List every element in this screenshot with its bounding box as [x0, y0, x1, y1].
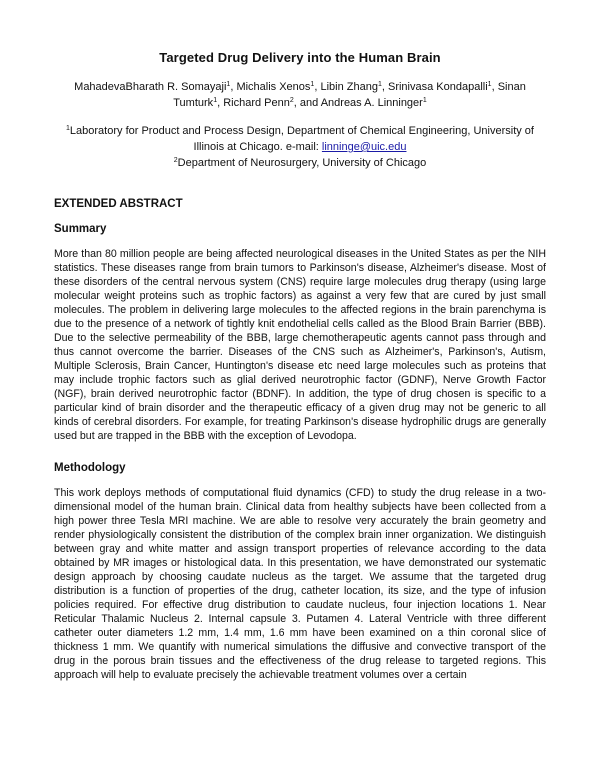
affiliations [54, 123, 546, 171]
author-name: Tumturk [173, 97, 214, 109]
author-list [54, 79, 546, 111]
affiliation-marker: 1 [213, 97, 218, 104]
extended-abstract-heading: EXTENDED ABSTRACT [54, 198, 183, 210]
affiliation-2-marker: 2 [173, 157, 178, 164]
summary-paragraph: More than 80 million people are being affected neurological diseases in the United States as per the NIH statistics. These diseases range from brain tumors to Parkinson's disease, Alzheimer's disease. Most of these disorders of the central nervous system (CNS) require large molecules drug therapy (using large molecular weight proteins such as trophic factors) as against a very few that are cured by just small molecules. The problem in delivering large molecules to the affected regions in the brain parenchyma is due to the presence of a network of tightly knit endothelial cells called as the Blood Brain Barrier (BBB). Due to the selective permeability of the BBB, large chemotherapeutic agents cannot pass through and thus cannot overcome the barrier. Diseases of the CNS such as Alzheimer's, Parkinson's, Autism, Multiple Sclerosis, Brain Cancer, Huntington's disease etc need large molecules such as proteins that may include trophic factors such as glial derived neurotrophic factor (GDNF), Nerve Growth Factor (NGF), brain derived neurotrophic factor (BDNF). In addition, the type of drug chosen is specific to a particular kind of brain disorder and the therapeutic efficacy of a given drug may not be generic to all kinds of cerebral disorders. For example, for treating Parkinson's disease hydrophilic drugs are generally used but are trapped in the BBB with the exception of Levodopa. [54, 248, 546, 442]
author-name: Michalis Xenos [236, 81, 311, 93]
affiliation-marker: 1 [310, 81, 315, 88]
affiliation-2-text: Department of Neurosurgery, University of Chicago [177, 157, 427, 169]
author-name: Srinivasa Kondapalli [387, 81, 488, 93]
email-link[interactable]: linninge@uic.edu [321, 141, 407, 153]
author-name: Richard Penn [223, 97, 290, 109]
author-line-2: Tumturk$^1$, Richard Penn$^2$, and Andreas A. Linninger$^1$ [173, 97, 427, 109]
affiliation-marker: 1 [422, 97, 427, 104]
author-name: MahadevaBharath R. Somayaji [74, 81, 227, 93]
methodology-paragraph: This work deploys methods of computational fluid dynamics (CFD) to study the drug release in a two-dimensional model of the human brain. Clinical data from healthy subjects have been collected from a high power three Tesla MRI machine. We are able to resolve very accurately the brain geometry and render physiologically consistent the distribution of the complex brain inner organization. We distinguish between gray and white matter and assign transport properties of relevance according to the data obtained by MR images or histological data. In this presentation, we have demonstrated our systematic design approach by choosing caudate nucleus as the target. We assume that the targeted drug distribution is a function of properties of the drug, catheter location, its size, and the type of infusion policies required. For effective drug distribution to caudate nucleus, four injection locations 1. Near Reticular Thalamic Nucleus 2. Internal capsule 3. Putamen 4. Lateral Ventricle with three different catheter outer diameters 1.2 mm, 1.4 mm, 1.6 mm have been examined on a thin coronal slice of thickness 1 mm. We quantify with numerical simulations the diffusive and convective transport of the drug in the porous brain tissues and the effectiveness of the drug release to targeted regions. This approach will help to evaluate precisely the achievable treatment volumes over a certain [54, 487, 546, 681]
paper-title: Targeted Drug Delivery into the Human Brain [159, 50, 441, 65]
author-name: Andreas A. Linninger [320, 97, 423, 109]
author-name: Sinan [497, 81, 526, 93]
affiliation-marker: 1 [487, 81, 492, 88]
affiliation-1-text: Laboratory for Product and Process Design, Department of Chemical Engineering, University of Illinois at Chicago. e-mail: [69, 125, 534, 153]
methodology-heading: Methodology [54, 462, 126, 474]
summary-heading: Summary [54, 223, 107, 235]
affiliation-marker: 1 [226, 81, 231, 88]
author-line-1: MahadevaBharath R. Somayaji$^1$, Michalis Xenos$^1$, Libin Zhang$^1$, Srinivasa Kondapalli$^1$, Sinan [74, 81, 526, 93]
affiliation-marker: 2 [289, 97, 294, 104]
affiliation-1-marker: 1 [66, 125, 70, 132]
author-name: Libin Zhang [320, 81, 378, 93]
affiliation-marker: 1 [377, 81, 382, 88]
